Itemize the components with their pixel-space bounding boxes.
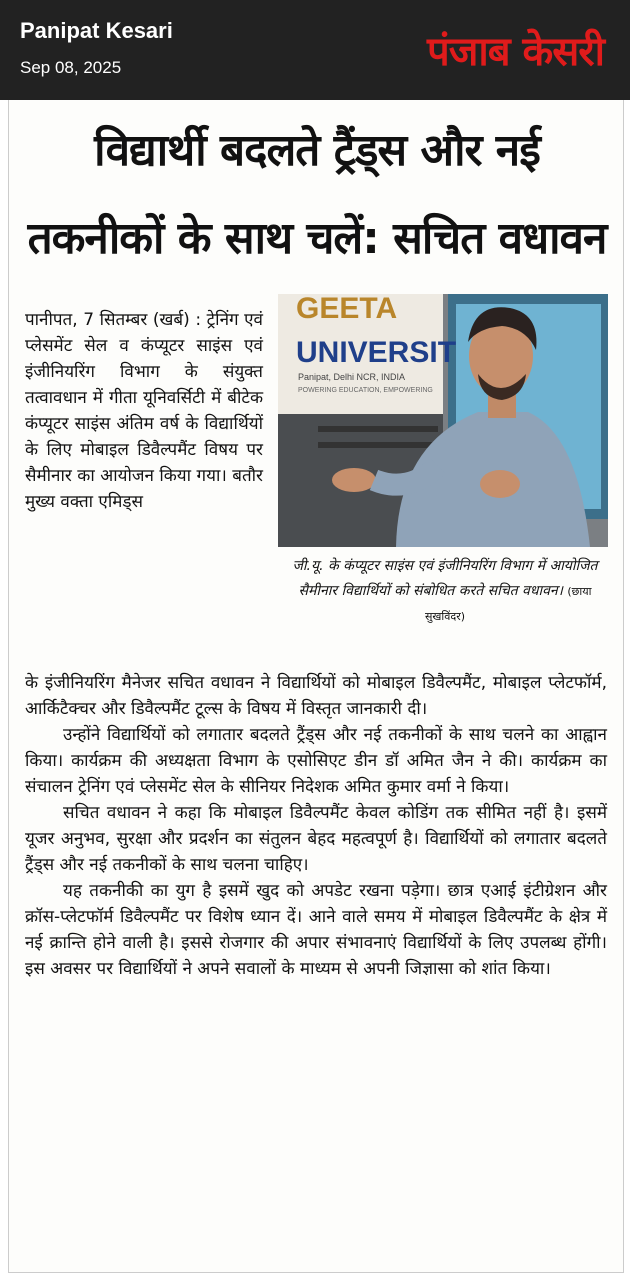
article-column-wide	[25, 670, 607, 982]
svg-text:Panipat, Delhi NCR, INDIA: Panipat, Delhi NCR, INDIA	[298, 372, 406, 382]
paragraph-4: यह तकनीकी का युग है इसमें खुद को अपडेट रखना पड़ेगा। छात्र एआई इंटीग्रेशन और क्रॉस-प्लेटफॉर्म डिवैल्पमैंट पर विशेष ध्यान दें। आने वाले समय में मोबाइल डिवैल्पमैंट के क्षेत्र में नई क्रान्ति होने वाली है। इससे रोजगार की अपार संभावनाएं विद्यार्थियों के लिए उपलब्ध होंगी। इस अवसर पर विद्यार्थियों ने अपने सवालों के माध्यम से अपनी जिज्ञासा को शांत किया।	[25, 881, 607, 979]
photo-caption	[282, 554, 608, 629]
paragraph-1-start: पानीपत, 7 सितम्बर (खर्ब) : ट्रेनिंग एवं प्लेसमेंट सेल व कंप्यूटर साइंस एवं इंजीनियरिंग विभाग के संयुक्त तत्वावधान में गीता यूनिवर्सिटी में बीटेक कंप्यूटर साइंस अंतिम वर्ष के विद्यार्थियों के लिए मोबाइल डिवैल्पमैंट विषय पर सैमीनार का आयोजन किया गया। बतौर मुख्य वक्ता एमिड्स	[25, 310, 263, 512]
publication-name: Panipat Kesari	[20, 18, 173, 43]
publication-date: Sep 08, 2025	[20, 58, 122, 77]
newspaper-logo: पंजाब केसरी	[426, 29, 604, 75]
speaker-photo-illustration	[278, 294, 608, 547]
paragraph-3: सचित वधावन ने कहा कि मोबाइल डिवैल्पमैंट केवल कोडिंग तक सीमित नहीं है। इसमें यूजर अनुभव, सुरक्षा और प्रदर्शन का संतुलन बेहद महत्वपूर्ण है। विद्यार्थियों को लगातार बदलते ट्रैंड्स और नई तकनीकों के साथ चलना चाहिए।	[25, 803, 607, 875]
svg-text:POWERING EDUCATION, EMPOWERING: POWERING EDUCATION, EMPOWERING	[298, 387, 433, 394]
top-bar	[0, 0, 630, 100]
article-column-narrow	[25, 307, 263, 515]
caption-credit: (छाया सुखविंदर)	[424, 585, 592, 623]
headline-line-2: तकनीकों के साथ चलें: सचित वधावन	[27, 213, 607, 264]
svg-text:UNIVERSIT: UNIVERSIT	[296, 336, 457, 369]
caption-text: जी.यू. के कंप्यूटर साइंस एवं इंजीनियरिंग विभाग में आयोजित सैमीनार विद्यार्थियों को संबोधित करते सचित वधावन।	[292, 558, 598, 599]
paragraph-2: उन्होंने विद्यार्थियों को लगातार बदलते ट्रैंड्स और नई तकनीकों के साथ चलने का आह्वान किया। कार्यक्रम की अध्यक्षता विभाग के एसोसिएट डीन डॉ अमित जैन ने की। कार्यक्रम का संचालन ट्रेनिंग एवं प्लेसमेंट सेल के सीनियर निदेशक अमित कुमार वर्मा ने किया।	[25, 725, 607, 797]
svg-text:GEETA: GEETA	[296, 294, 398, 325]
paragraph-1-end: के इंजीनियरिंग मैनेजर सचित वधावन ने विद्यार्थियों को मोबाइल डिवैल्पमैंट, मोबाइल प्लेटफॉर्म, आर्किटैक्चर और डिवैल्पमैंट टूल्स के विषय में विस्तृत जानकारी दी।	[25, 673, 607, 719]
headline-line-1: विद्यार्थी बदलते ट्रैंड्स और नई	[94, 125, 540, 176]
article-photo	[278, 294, 608, 547]
